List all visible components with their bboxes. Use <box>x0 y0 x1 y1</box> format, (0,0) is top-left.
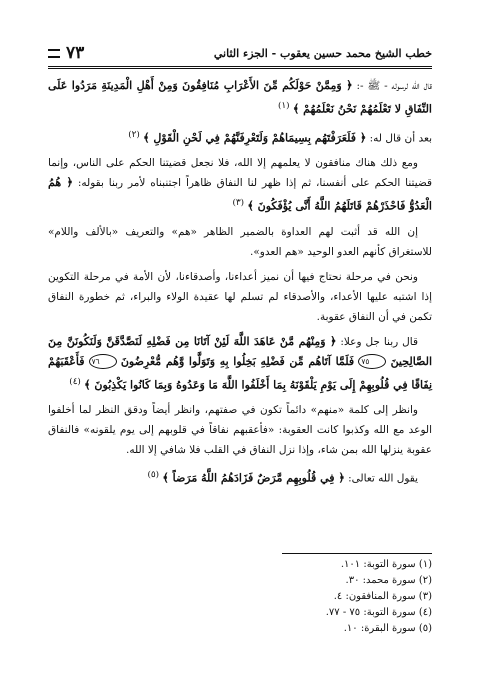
page-number: ٧٣ <box>66 43 85 63</box>
paragraph-1 <box>48 76 432 120</box>
quran-verse-4b: فَلَمَّا آتَاهُم مِّن فَضْلِهِ بَخِلُوا بِهِ وَتَوَلَّوا وَّهُم مُّعْرِضُونَ <box>120 354 355 368</box>
quran-verse-4c: فَأَعْقَبَهُمْ نِفَاقًا فِي قُلُوبِهِمْ إِلَى يَوْمِ يَلْقَوْنَهُ بِمَا أَخْلَفُوا اللَّهَ مَا وَعَدُوهُ وَبِمَا كَانُوا يَكْذِبُونَ ﴾ <box>48 354 432 391</box>
paragraph-6 <box>48 332 432 396</box>
quran-verse-5: ﴿ فِي قُلُوبِهِم مَّرَضٌ فَزَادَهُمُ اللَّهُ مَرَضاً ﴾ <box>162 471 345 485</box>
p5-text: ونحن في مرحلة نحتاج فيها أن نميز أعداءنا، وأصدقاءنا، لأن الأمة في مرحلة التكوين إذا اشتبه عليها الأعداء، والأصدقاء لم تسلم لها عقيدة الولاء والبراء، ثم خطورة النفاق تكمن في أن النفاق عقوبة. <box>48 270 432 323</box>
footnote-ref-3: (٣) <box>232 198 245 208</box>
p8-intro: يقول الله تعالى: <box>348 472 418 485</box>
footnotes <box>48 557 432 637</box>
verse-number-75: ٧٥ <box>358 354 386 369</box>
quran-verse-4a: ﴿ وَمِنْهُم مَّنْ عَاهَدَ اللَّهَ لَئِنْ آتَانَا مِن فَضْلِهِ لَنَصَّدَّقَنَّ وَلَنَكُونَنَّ مِنَ الصَّالِحِينَ <box>48 334 433 368</box>
paragraph-4 <box>48 222 432 262</box>
footnote-4: (٤) سورة التوبة: ٧٥ - ٧٧. <box>325 607 432 618</box>
footnote-ref-4: (٤) <box>69 376 81 387</box>
running-header <box>48 40 432 69</box>
footnote-ref-5: (٥) <box>147 470 159 480</box>
p6-intro: قال ربنا جل وعلا: <box>340 335 418 348</box>
paragraph-7 <box>48 400 432 460</box>
quran-verse-3: ﴿ هُمُ الْعَدُوُّ فَاحْذَرْهُمْ قَاتَلَهُمُ اللَّهُ أَنَّى يُؤْفَكُونَ ﴾ <box>48 176 432 213</box>
body-text <box>48 76 432 494</box>
header-title: خطب الشيخ محمد حسين يعقوب - الجزء الثاني <box>213 46 432 60</box>
footnote-1: (١) سورة التوبة: ١٠١. <box>340 559 432 570</box>
page-number-box <box>48 43 84 63</box>
footnote-3: (٣) سورة المنافقون: ٤. <box>333 591 432 602</box>
p7-text: وانظر إلى كلمة «منهم» دائماً تكون في صفتهم، وانظر أيضاً ودقق النظر لما أخلفوا الوعد مع الله وكذبوا كانت العقوبة: «فأعقبهم نفاقاً في قلوبهم إلى يوم يلقونه» فالنفاق عقوبة ينزلها الله بمن شاء، وإذا نزل النفاق في القلب فلا شافي إلا الله. <box>48 404 432 456</box>
p4-text: إن الله قد أثبت لهم العداوة بالضمير الظاهر «هم» والتعريف «بالألف واللام» للاستغراق كأنهم العدو الوحيد «هم العدو». <box>48 225 432 258</box>
paragraph-3 <box>48 153 432 217</box>
paragraph-5 <box>48 267 432 327</box>
footnote-ref-2: (٢) <box>128 129 140 140</box>
footnote-5: (٥) سورة البقرة: ١٠. <box>343 623 432 634</box>
quran-verse-1: ﴿ وَمِمَّنْ حَوْلَكُم مِّنَ الأَعْرَابِ مُنَافِقُونَ وَمِنْ أَهْلِ الْمَدِينَةِ مَرَدُوا عَلَى النِّفَاقِ لا تَعْلَمُهُمْ نَحْنُ نَعْلَمُهُمْ ﴾ <box>48 79 432 116</box>
p3-text: ومع ذلك هناك منافقون لا يعلمهم إلا الله، فلا نجعل قضيتنا الحكم على الناس، وإنما قضيتنا الحكم على أنفسنا، ثم إذا ظهر لنا النفاق ظاهراً اجتنبناه لأمر ربنا بقوله: <box>48 157 432 189</box>
p2-intro: بعد أن قال له: <box>369 132 432 144</box>
footnote-ref-1: (١) <box>278 101 290 111</box>
page-number-ornament-icon <box>48 49 60 58</box>
paragraph-8 <box>48 465 432 489</box>
footnote-divider <box>282 553 432 554</box>
footnote-2: (٢) سورة محمد: ٣٠. <box>345 575 432 586</box>
quran-verse-2: ﴿ فَلَعَرَفْتَهُم بِسِيمَاهُمْ وَلَتَعْرِفَنَّهُمْ فِي لَحْنِ الْقَوْلِ ﴾ <box>143 131 367 144</box>
paragraph-2 <box>48 125 432 149</box>
p1-intro: قال الله لرسوله - ﷺ -: <box>356 80 432 92</box>
verse-number-76: ٧٦ <box>89 354 117 369</box>
